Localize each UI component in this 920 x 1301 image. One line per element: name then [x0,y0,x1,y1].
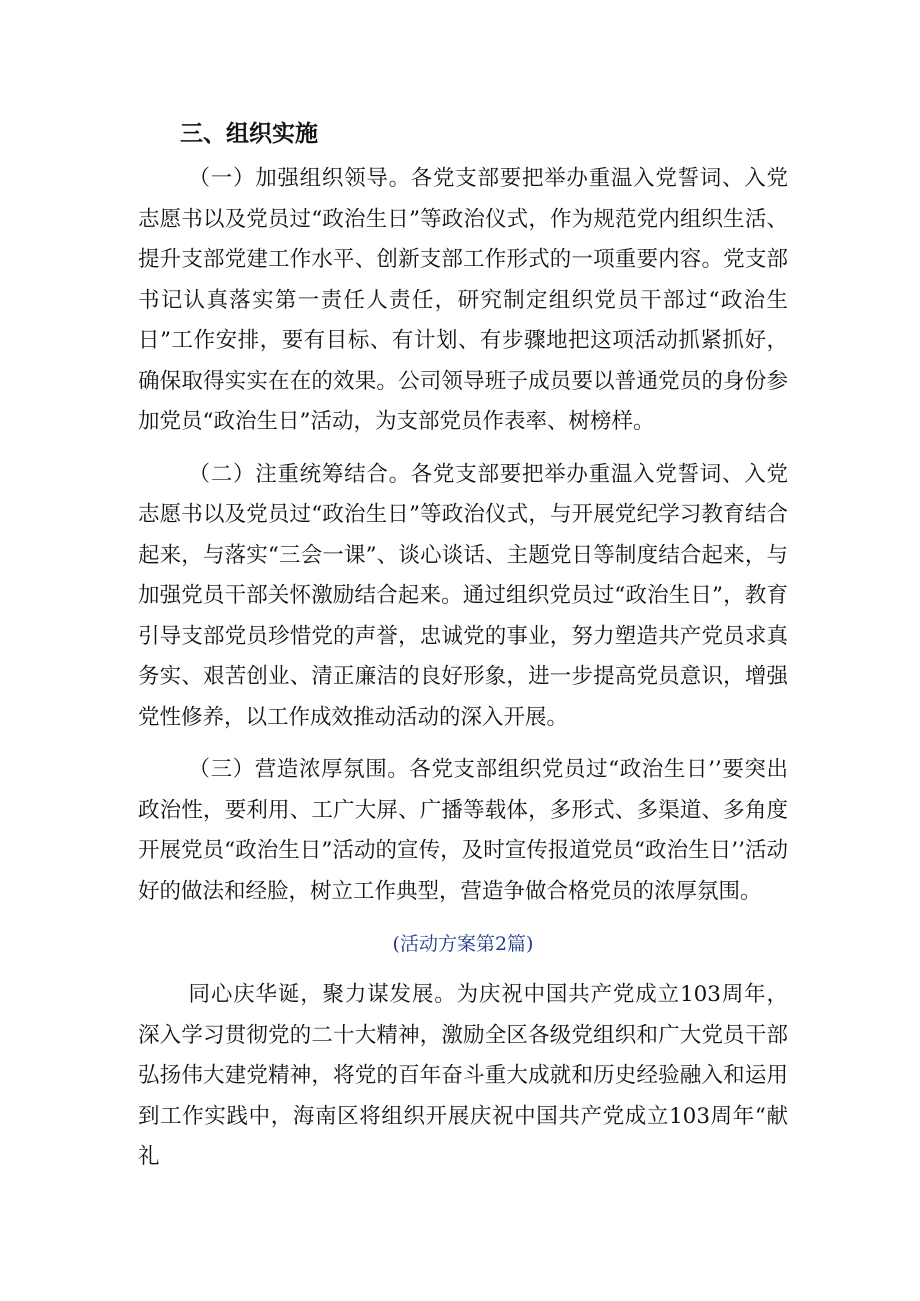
paragraph-celebration: 同心庆华诞，聚力谋发展。为庆祝中国共产党成立103周年，深入学习贯彻党的二十大精神，激励全区各级党组织和广大党员干部弘扬伟大建党精神，将党的百年奋斗重大成就和历史经验融入和运用到工作实践中，海南区将组织开展庆祝中国共产党成立103周年“献礼 [138,982,788,1169]
paragraph-atmosphere: （三）营造浓厚氛围。各党支部组织党员过“政治生日’’要突出政治性，要利用、工广大屏、广播等载体，多形式、多渠道、多角度开展党员“政治生日”活动的宣传，及时宣传报道党员“政治生日’’活动好的做法和经脸，树立工作典型，营造争做合格党员的浓厚氛围。 [138,757,788,904]
plan-subtitle: (活动方案第2篇) [392,933,534,955]
document-body [138,159,788,1190]
section-heading: 三、组织实施 [180,121,318,147]
paragraph-coordination: （二）注重统筹结合。各党支部要把举办重温入党誓词、入党志愿书以及党员过“政治生日”等政治仪式，与开展党纪学习教育结合起来，与落实“三会一课”、谈心谈话、主题党日等制度结合起来，与加强党员干部关怀激励结合起来。通过组织党员过“政治生日”，教育引导支部党员珍惜党的声誉，忠诚党的事业，努力塑造共产党员求真务实、艰苦创业、清正廉洁的良好形象，进一步提高党员意识，增强党性修养，以工作成效推动活动的深入开展。 [138,461,788,730]
paragraph-organization-leadership: （一）加强组织领导。各党支部要把举办重温入党誓词、入党志愿书以及党员过“政治生日”等政治仪式，作为规范党内组织生活、提升支部党建工作水平、创新支部工作形式的一项重要内容。党支部书记认真落实第一责任人责任，研究制定组织党员干部过“政治生日”工作安排，要有目标、有计划、有步骤地把这项活动抓紧抓好，确保取得实实在在的效果。公司领导班子成员要以普通党员的身份参加党员“政治生日”活动，为支部党员作表率、树榜样。 [138,166,788,434]
